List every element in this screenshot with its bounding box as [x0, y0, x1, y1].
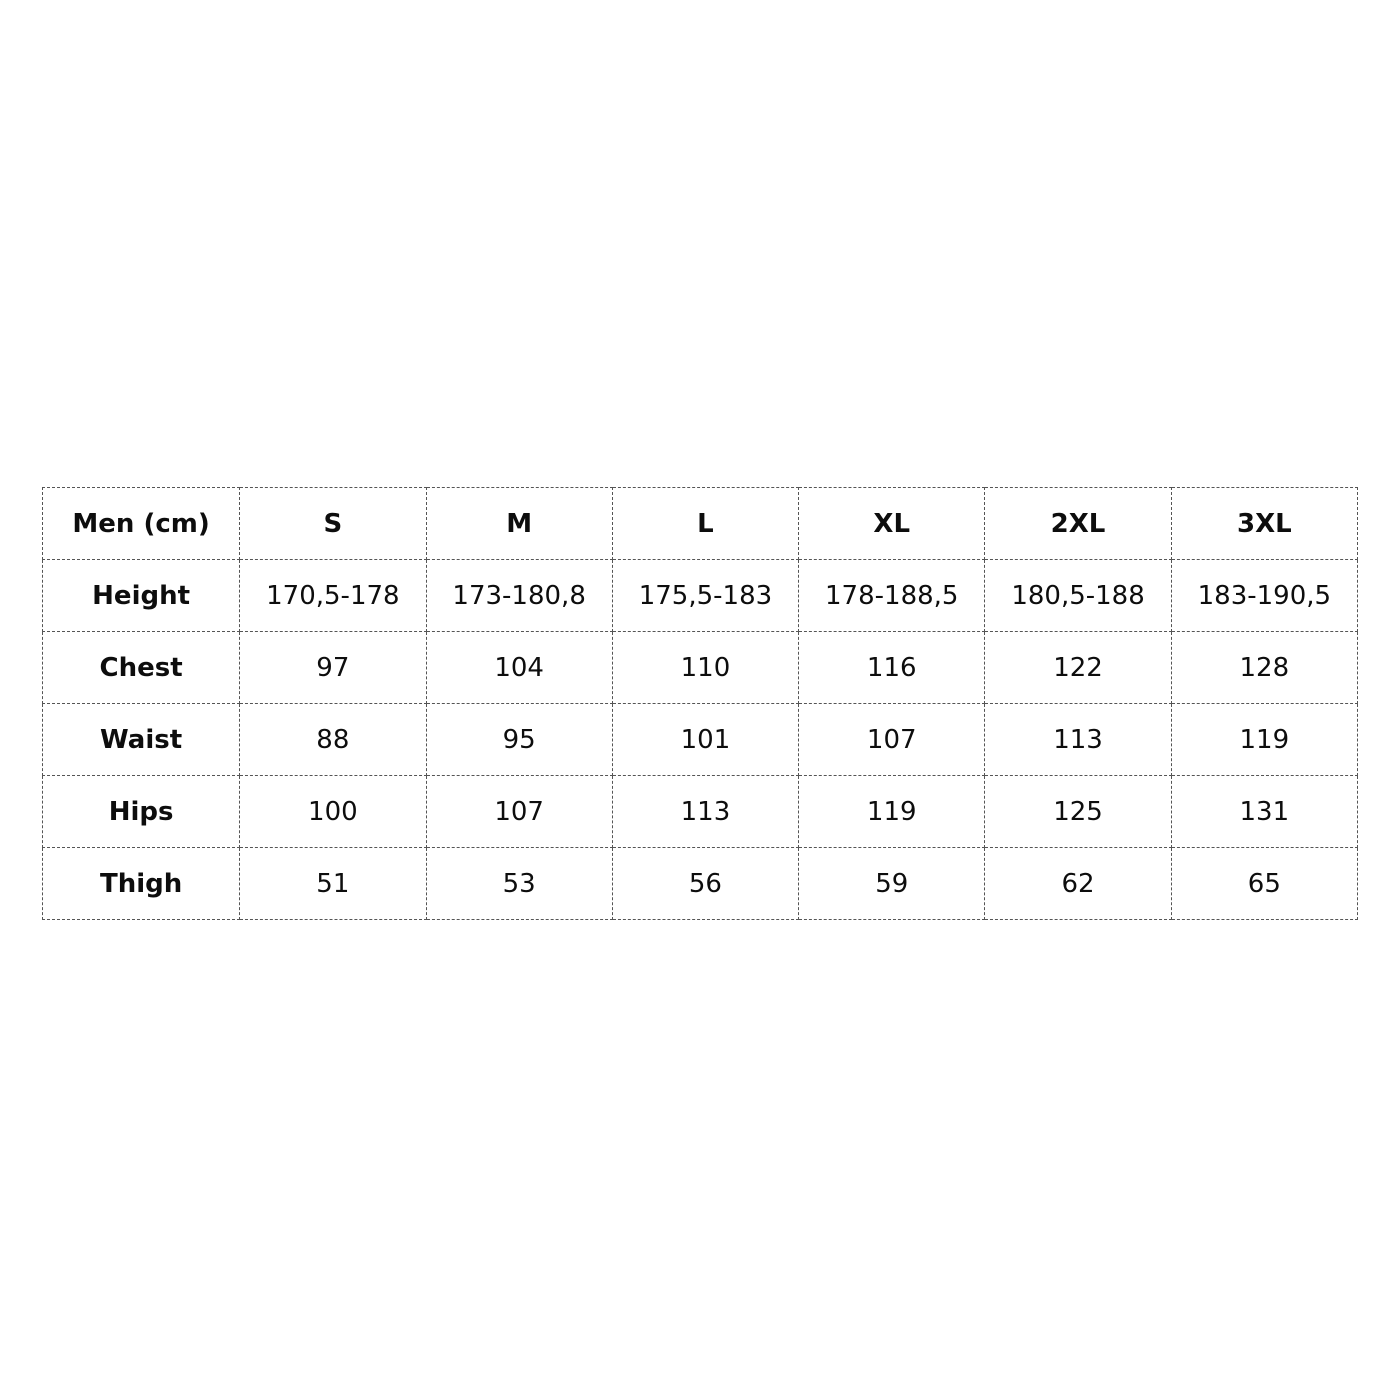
row-header-chest: Chest — [43, 632, 240, 704]
cell-height-l: 175,5-183 — [612, 560, 798, 632]
cell-waist-3xl: 119 — [1171, 704, 1357, 776]
table-row — [43, 632, 1358, 704]
cell-hips-xl: 119 — [799, 776, 985, 848]
table-header-row — [43, 488, 1358, 560]
cell-thigh-s: 51 — [240, 848, 426, 920]
cell-chest-m: 104 — [426, 632, 612, 704]
cell-hips-m: 107 — [426, 776, 612, 848]
column-header-2xl: 2XL — [985, 488, 1171, 560]
column-header-s: S — [240, 488, 426, 560]
cell-height-3xl: 183-190,5 — [1171, 560, 1357, 632]
cell-waist-2xl: 113 — [985, 704, 1171, 776]
cell-chest-3xl: 128 — [1171, 632, 1357, 704]
row-header-thigh: Thigh — [43, 848, 240, 920]
cell-thigh-m: 53 — [426, 848, 612, 920]
cell-chest-xl: 116 — [799, 632, 985, 704]
cell-chest-2xl: 122 — [985, 632, 1171, 704]
cell-height-m: 173-180,8 — [426, 560, 612, 632]
table-row — [43, 848, 1358, 920]
size-chart-table — [42, 487, 1358, 920]
cell-height-xl: 178-188,5 — [799, 560, 985, 632]
cell-hips-s: 100 — [240, 776, 426, 848]
cell-height-2xl: 180,5-188 — [985, 560, 1171, 632]
cell-thigh-3xl: 65 — [1171, 848, 1357, 920]
table-corner-label: Men (cm) — [43, 488, 240, 560]
table-row — [43, 776, 1358, 848]
cell-thigh-l: 56 — [612, 848, 798, 920]
column-header-3xl: 3XL — [1171, 488, 1357, 560]
column-header-l: L — [612, 488, 798, 560]
column-header-m: M — [426, 488, 612, 560]
cell-hips-l: 113 — [612, 776, 798, 848]
column-header-xl: XL — [799, 488, 985, 560]
cell-waist-l: 101 — [612, 704, 798, 776]
cell-waist-m: 95 — [426, 704, 612, 776]
cell-hips-2xl: 125 — [985, 776, 1171, 848]
size-chart-container — [42, 487, 1358, 920]
cell-chest-s: 97 — [240, 632, 426, 704]
cell-waist-xl: 107 — [799, 704, 985, 776]
table-row — [43, 704, 1358, 776]
row-header-waist: Waist — [43, 704, 240, 776]
cell-height-s: 170,5-178 — [240, 560, 426, 632]
cell-thigh-xl: 59 — [799, 848, 985, 920]
cell-chest-l: 110 — [612, 632, 798, 704]
row-header-height: Height — [43, 560, 240, 632]
cell-hips-3xl: 131 — [1171, 776, 1357, 848]
cell-waist-s: 88 — [240, 704, 426, 776]
table-row — [43, 560, 1358, 632]
cell-thigh-2xl: 62 — [985, 848, 1171, 920]
row-header-hips: Hips — [43, 776, 240, 848]
